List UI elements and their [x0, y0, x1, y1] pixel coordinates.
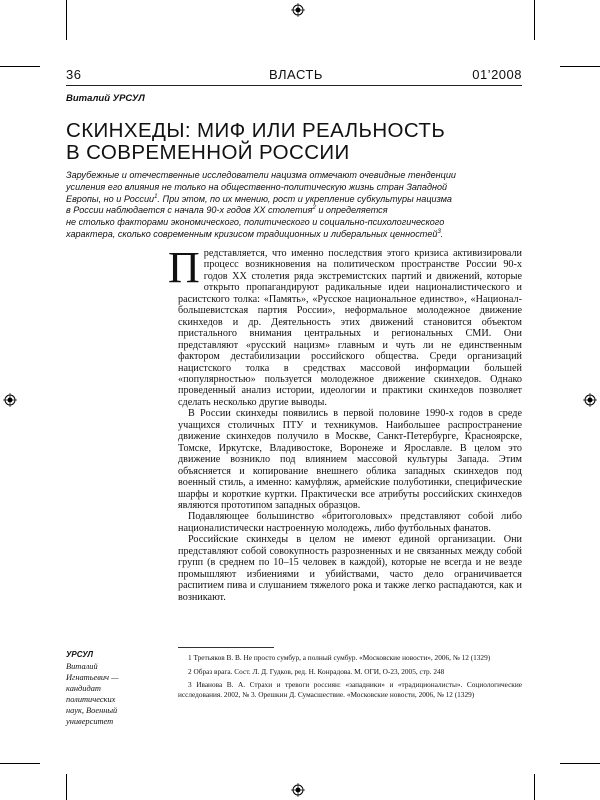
footnote: 2 Образ врага. Сост. Л. Д. Гудков, ред. Н. Конрадова. М. ОГИ, О-23, 2005, стр. 248: [188, 666, 445, 676]
running-header: [66, 67, 522, 83]
footnotes: [178, 653, 522, 703]
article-body: [168, 243, 522, 603]
author-bio: [66, 649, 146, 727]
article-title: [66, 120, 526, 164]
registration-mark-icon: [583, 393, 597, 407]
title-line: В СОВРЕМЕННОЙ РОССИИ: [66, 141, 350, 164]
footnote-ref: 1: [154, 193, 158, 200]
crop-mark: [0, 763, 40, 764]
crop-mark: [534, 0, 535, 40]
registration-mark-icon: [291, 783, 305, 797]
issue-number: 01’2008: [472, 67, 522, 82]
drop-cap: П: [168, 243, 200, 292]
crop-mark: [560, 66, 600, 67]
bio-line: политических: [66, 695, 116, 704]
bio-line: кандидат: [66, 684, 101, 693]
crop-mark: [66, 0, 67, 40]
abstract-line: Европы, но и России$^1$. При этом, по их мнению, рост и укрепление субкультуры нацизма: [66, 193, 452, 204]
paragraph: Российские скинхеды в целом не имеют единой организации. Они представляют собой совокупность разрозненных и не связанных между собой групп (в среднем по 10–15 человек в каждой), которые не всегда и не везде промышляют избиениями и убийствами, часто дело ограничивается распитием пива и слушанием тяжелого рока и также легко распадаются, как и возникают.: [178, 534, 522, 603]
author-name: Виталий УРСУЛ: [66, 93, 145, 104]
crop-mark: [560, 763, 600, 764]
paragraph: Подавляющее большинство «бритоголовых» представляют собой либо националистически настроенную молодежь, либо футбольных фанатов.: [178, 511, 522, 534]
bio-line: Виталий: [66, 662, 98, 671]
registration-mark-icon: [291, 3, 305, 17]
crop-mark: [0, 66, 40, 67]
abstract-line: характера, сколько современным кризисом традиционных и либеральных ценностей$^3$.: [66, 228, 444, 239]
paragraph: В России скинхеды появились в первой половине 1990-х годов в среде учащихся столичных ПТУ и техникумов. Наибольшее распространение движение скинхедов получило в Москве, Санкт-Петербурге, Красноярске, Томске, Иркутске, Владивостоке, Воронеже и Ярославле. В целом это движение возникло под влиянием массовой культуры Запада. Этим объясняется и копирование внешнего облика западных скинхедов под военный стиль, а именно: камуфляж, армейские полуботинки, специфические шарфы и короткие куртки. Практически все атрибуты российских скинхедов являются прототипом западных образцов.: [178, 408, 522, 511]
page-number: 36: [66, 67, 82, 82]
registration-mark-icon: [3, 393, 17, 407]
footnote: 1 Третьяков В. В. Не просто сумбур, а полный сумбур. «Московские новости», 2006, № 12 (1329): [188, 653, 491, 662]
bio-line: университет: [66, 717, 114, 726]
paragraph: Представляется, что именно последствия этого кризиса активизировали процесс возникновения на политическом пространстве России 90-х годов XX столетия ряда экстремистских партий и движений, которые открыто пропагандируют радикальные идеи националистического и расистского толка: «Память», «Русское национальное единство», «Национал-большевистская партия России», неформальное молодежное движение скинхедов и др. Деятельность этих движений становится объектом пристального внимания центральных и региональных СМИ. Они представляют «русский нацизм» главным и чуть ли не единственным фактором дестабилизации российского общества. Среди организаций нацистского толка в средствах массовой информации большей «популярностью» пользуется молодежное движение скинхедов. Однако проведенный анализ истории, идеологии и практики скинхедов позволяет сделать несколько другие выводы.: [168, 243, 522, 408]
abstract-line: усиления его влияния не только на общественно-политическую жизнь стран Западной: [66, 181, 448, 192]
bio-name: УРСУЛ: [66, 650, 94, 659]
abstract-line: Зарубежные и отечественные исследователи нацизма отмечают очевидные тенденции: [66, 170, 456, 180]
footnote: 3 Иванова В. А. Страхи и тревоги россиян: «западники» и «традиционалисты». Социологические исследования. 2002, № 3. Орешкин Д. Сумасшествие. «Московские новости, 2006, № 12 (1329): [178, 680, 522, 699]
abstract-line: в России наблюдается с начала 90-х годов XX столетия$^2$ и определяется: [66, 205, 388, 216]
footnote-ref: 3: [437, 228, 441, 235]
title-line: СКИНХЕДЫ: МИФ ИЛИ РЕАЛЬНОСТЬ: [66, 119, 446, 142]
crop-mark: [534, 774, 535, 800]
bio-line: Игнатьевич —: [66, 673, 119, 682]
abstract: [66, 170, 526, 241]
footnote-ref: 2: [312, 205, 316, 212]
crop-mark: [66, 774, 67, 800]
header-rule: [66, 85, 522, 86]
journal-name: ВЛАСТЬ: [269, 67, 323, 82]
bio-line: наук, Военный: [66, 706, 118, 715]
footnote-rule: [178, 647, 274, 648]
abstract-line: не столько факторами экономического, политического и социально-психологического: [66, 217, 445, 228]
